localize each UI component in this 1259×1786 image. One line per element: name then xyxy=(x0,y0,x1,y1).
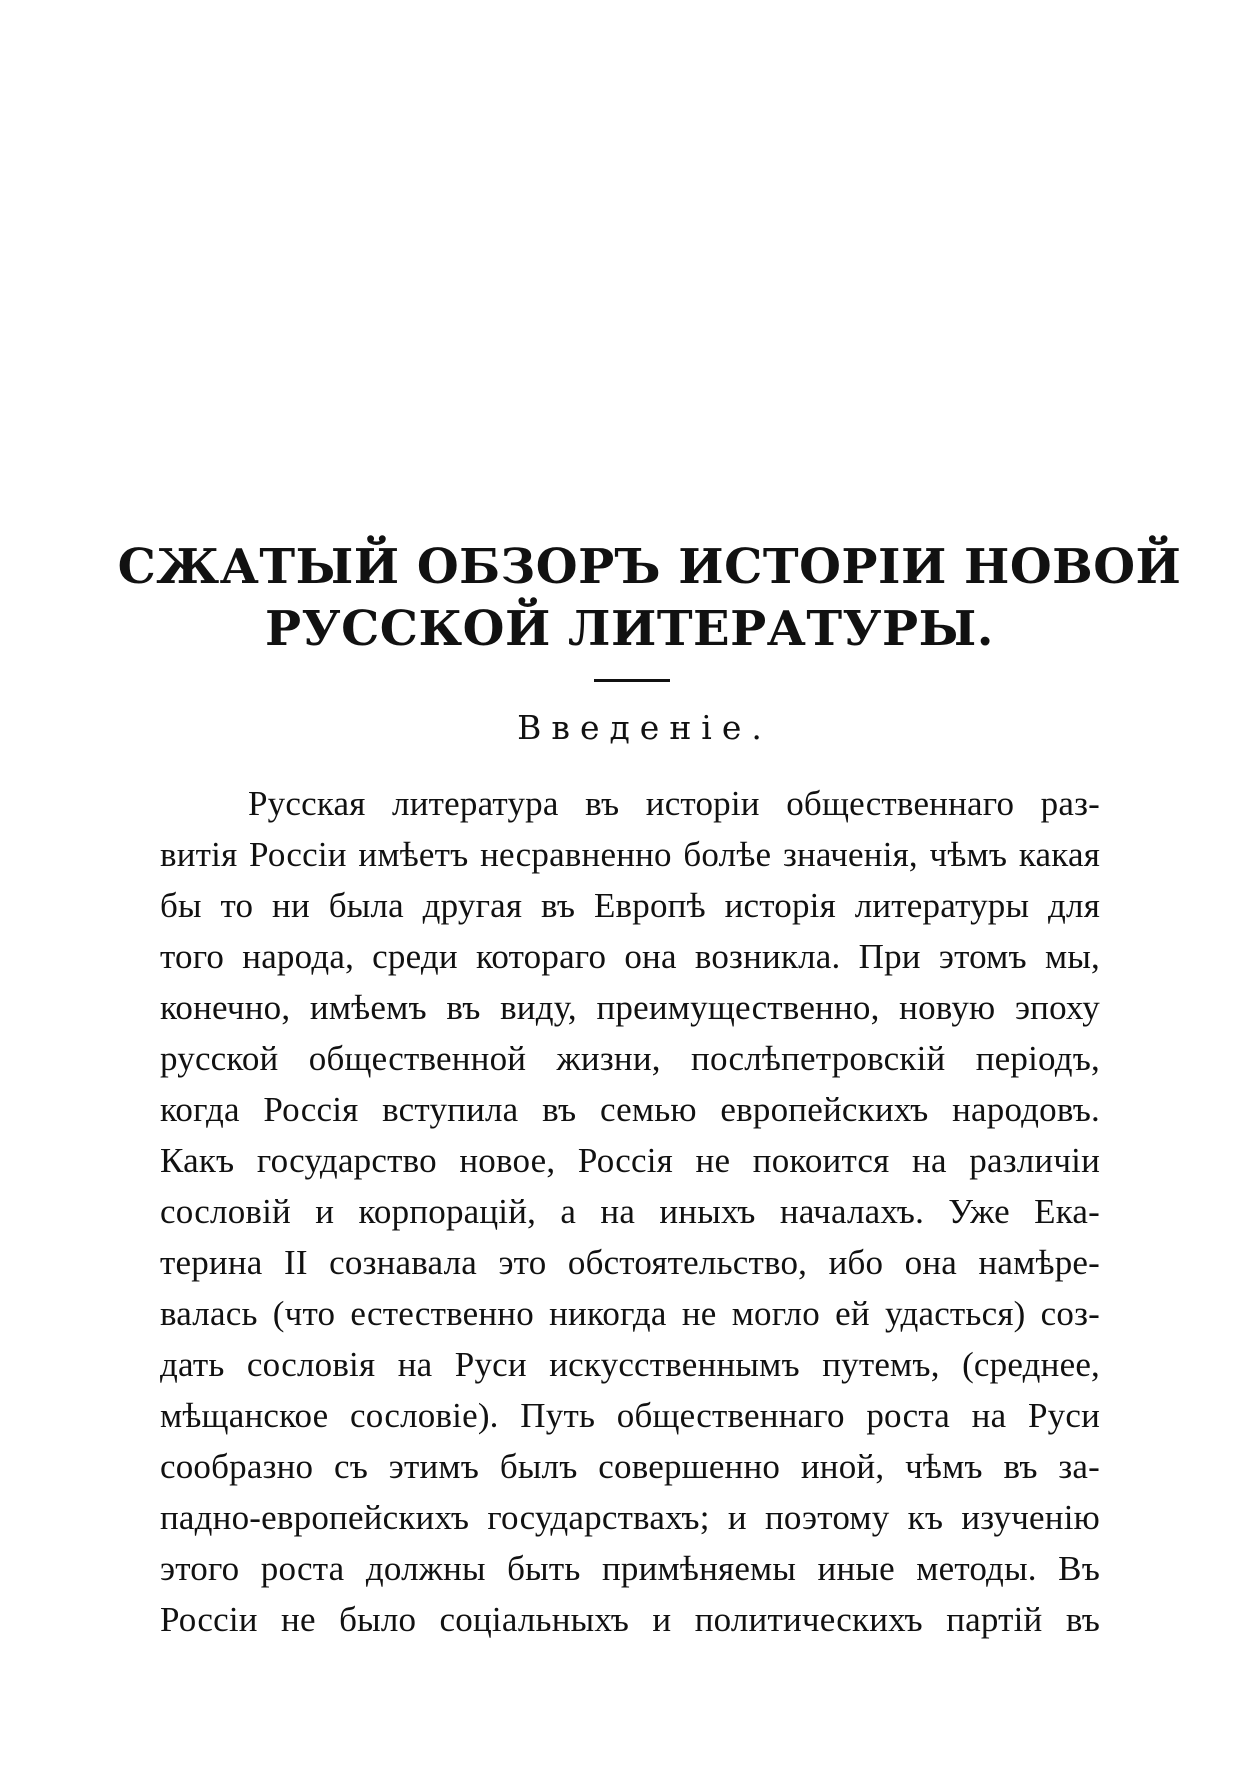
text-line: мѣщанское сословіе). Путь общественнаго роста на Руси xyxy=(160,1396,1100,1435)
text-line: дать сословія на Руси искусственнымъ путемъ, (среднее, xyxy=(160,1345,1100,1384)
text-line: витія Россіи имѣетъ несравненно болѣе значенія, чѣмъ какая xyxy=(160,835,1100,874)
chapter-title xyxy=(0,536,1259,660)
text-line: сословій и корпорацій, а на иныхъ началахъ. Уже Ека- xyxy=(160,1192,1100,1231)
title-line-2: РУССКОЙ ЛИТЕРАТУРЫ. xyxy=(265,601,994,657)
text-line: Русская литература въ исторіи общественнаго раз- xyxy=(248,784,1100,823)
text-line: Какъ государство новое, Россія не покоится на различіи xyxy=(160,1141,1100,1180)
text-line: падно-европейскихъ государствахъ; и поэтому къ изученію xyxy=(160,1498,1100,1537)
text-line: этого роста должны быть примѣняемы иные методы. Въ xyxy=(160,1549,1100,1588)
title-line-1: СЖАТЫЙ ОБЗОРЪ ИСТОРІИ НОВОЙ xyxy=(117,539,1182,595)
section-heading: Введеніе. xyxy=(517,708,772,747)
text-line: Россіи не было соціальныхъ и политическихъ партій въ xyxy=(160,1600,1100,1639)
text-line: русской общественной жизни, послѣпетровскій періодъ, xyxy=(160,1039,1100,1078)
text-line: сообразно съ этимъ былъ совершенно иной, чѣмъ въ за- xyxy=(160,1447,1100,1486)
text-line: валась (что естественно никогда не могло ей удасться) соз- xyxy=(160,1294,1100,1333)
text-line: терина II сознавала это обстоятельство, ибо она намѣре- xyxy=(160,1243,1100,1282)
text-line: того народа, среди котораго она возникла. При этомъ мы, xyxy=(160,937,1100,976)
text-line: конечно, имѣемъ въ виду, преимущественно, новую эпоху xyxy=(160,988,1100,1027)
text-line: когда Россія вступила въ семью европейскихъ народовъ. xyxy=(160,1090,1100,1129)
text-line: бы то ни была другая въ Европѣ исторія литературы для xyxy=(160,886,1100,925)
body-text xyxy=(160,778,1100,1645)
title-divider xyxy=(594,679,670,682)
